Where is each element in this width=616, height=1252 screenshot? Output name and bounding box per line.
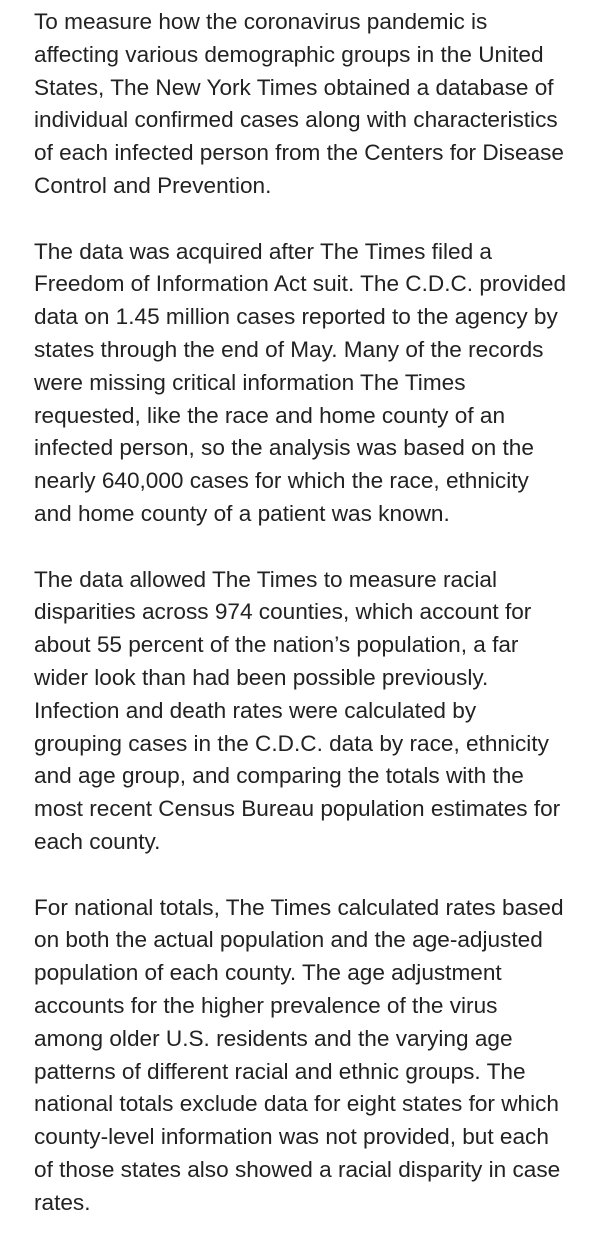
paragraph-line: Freedom of Information Act suit. The C.D.C. provided xyxy=(34,271,567,297)
paragraph-line: on both the actual population and the age-adjusted xyxy=(34,927,543,953)
paragraph-line: requested, like the race and home county of an xyxy=(34,402,506,428)
paragraph-line: affecting various demographic groups in the United xyxy=(34,41,544,67)
paragraph-line: national totals exclude data for eight states for which xyxy=(34,1091,559,1117)
paragraph-line: of those states also showed a racial disparity in case xyxy=(34,1156,561,1182)
paragraph-line: patterns of different racial and ethnic groups. The xyxy=(34,1058,526,1084)
paragraph-line: individual confirmed cases along with characteristics xyxy=(34,107,558,133)
paragraph-line: Control and Prevention. xyxy=(34,172,272,198)
paragraph-line: county-level information was not provided, but each xyxy=(34,1124,549,1150)
paragraph-line: The data allowed The Times to measure racial xyxy=(34,566,497,592)
paragraph-line: among older U.S. residents and the varying age xyxy=(34,1025,513,1051)
paragraph-line: most recent Census Bureau population estimates for xyxy=(34,796,561,822)
paragraph-line: disparities across 974 counties, which account for xyxy=(34,599,532,625)
paragraph-2 xyxy=(34,236,594,531)
paragraph-line: The data was acquired after The Times filed a xyxy=(34,238,492,264)
paragraph-1 xyxy=(34,6,594,203)
paragraph-line: about 55 percent of the nation’s population, a far xyxy=(34,632,519,658)
article-body xyxy=(34,6,594,1252)
paragraph-3 xyxy=(34,564,594,859)
paragraph-line: data on 1.45 million cases reported to the agency by xyxy=(34,304,558,330)
paragraph-line: To measure how the coronavirus pandemic is xyxy=(34,9,488,34)
paragraph-line: Infection and death rates were calculated by xyxy=(34,697,477,723)
paragraph-line: and age group, and comparing the totals with the xyxy=(34,763,524,789)
paragraph-line: were missing critical information The Times xyxy=(34,369,466,395)
paragraph-line: each county. xyxy=(34,828,161,854)
paragraph-line: population of each county. The age adjustment xyxy=(34,960,502,986)
paragraph-line: wider look than had been possible previously. xyxy=(34,664,489,690)
paragraph-line: of each infected person from the Centers for Disease xyxy=(34,140,564,166)
paragraph-line: infected person, so the analysis was based on the xyxy=(34,435,534,461)
paragraph-line: accounts for the higher prevalence of the virus xyxy=(34,992,498,1018)
paragraph-4 xyxy=(34,892,594,1220)
paragraph-line: For national totals, The Times calculated rates based xyxy=(34,894,564,920)
paragraph-line: rates. xyxy=(34,1189,91,1215)
paragraph-line: grouping cases in the C.D.C. data by race, ethnicity xyxy=(34,730,549,756)
paragraph-line: nearly 640,000 cases for which the race, ethnicity xyxy=(34,468,529,494)
paragraph-line: States, The New York Times obtained a database of xyxy=(34,74,554,100)
paragraph-line: states through the end of May. Many of the records xyxy=(34,336,544,362)
paragraph-line: and home county of a patient was known. xyxy=(34,500,450,526)
